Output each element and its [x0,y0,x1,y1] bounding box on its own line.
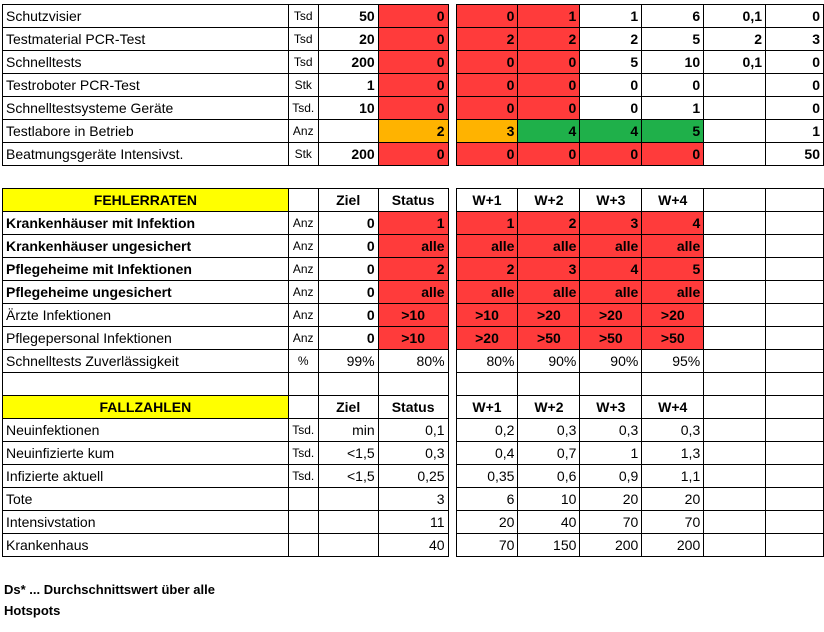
unit-cell: Tsd. [288,419,318,442]
w1-cell: 80% [456,350,518,373]
w4-cell: 10 [642,51,704,74]
w4-cell: 20 [642,488,704,511]
w2-cell: 2 [518,212,580,235]
table-row [3,143,824,166]
row-label: Krankenhäuser mit Infektion [3,212,289,235]
status-cell: 0 [378,97,448,120]
table-row [3,350,824,373]
extra-cell: 2 [704,28,766,51]
w3-cell: 2 [580,28,642,51]
table-row [3,281,824,304]
w4-cell: 5 [642,120,704,143]
status-cell: 0 [378,51,448,74]
fallzahlen-title: FALLZAHLEN [3,396,289,419]
w2-cell: 0 [518,51,580,74]
w4-cell: 4 [642,212,704,235]
empty-cell [3,373,289,396]
spacer-cell [448,258,456,281]
ziel-cell: 99% [318,350,378,373]
ziel-cell: 200 [318,51,378,74]
w4-cell: 1,1 [642,465,704,488]
row-label: Intensivstation [3,511,289,534]
status-cell: 2 [378,120,448,143]
header-row [3,189,824,212]
row-label: Pflegeheime mit Infektionen [3,258,289,281]
w3-cell: 1 [580,5,642,28]
supplies-table [2,4,824,166]
w2-cell: 0 [518,97,580,120]
w4-cell: 95% [642,350,704,373]
empty-cell [704,419,766,442]
unit-cell [288,488,318,511]
table-row [3,511,824,534]
unit-cell: Anz [288,281,318,304]
w4-cell: 200 [642,534,704,557]
status-cell: 0 [378,143,448,166]
unit-cell: Anz [288,235,318,258]
w1-cell: 70 [456,534,518,557]
empty-cell [704,304,766,327]
table-row [3,419,824,442]
row-label: Testlabore in Betrieb [3,120,289,143]
extra-cell: 0 [766,97,824,120]
status-cell: 3 [378,488,448,511]
unit-cell: Stk [288,74,318,97]
empty-cell [766,189,824,212]
spacer-cell [448,465,456,488]
status-cell: alle [378,281,448,304]
w1-cell: alle [456,281,518,304]
w2-cell: 2 [518,28,580,51]
table-row [3,212,824,235]
table-row [3,28,824,51]
extra-cell: 0,1 [704,5,766,28]
table-row [3,5,824,28]
w3-cell: 90% [580,350,642,373]
spacer-cell [448,97,456,120]
table-row [3,304,824,327]
spacer-cell [448,511,456,534]
status-cell: 0,3 [378,442,448,465]
w4-cell: 1 [642,97,704,120]
w1-cell: 0 [456,143,518,166]
ziel-cell: 0 [318,304,378,327]
w2-cell: 1 [518,5,580,28]
w1-cell: >20 [456,327,518,350]
extra-cell: 3 [766,28,824,51]
status-cell: 0 [378,28,448,51]
row-label: Testroboter PCR-Test [3,74,289,97]
w3-cell: >50 [580,327,642,350]
unit-header [288,189,318,212]
header-w3: W+3 [580,396,642,419]
unit-cell: Anz [288,212,318,235]
spacer-cell [448,488,456,511]
w2-cell: 0 [518,74,580,97]
w3-cell: 0,9 [580,465,642,488]
ziel-cell [318,488,378,511]
w1-cell: alle [456,235,518,258]
status-cell: 11 [378,511,448,534]
spacer-cell [448,442,456,465]
empty-cell [766,511,824,534]
empty-cell [766,235,824,258]
w4-cell: alle [642,235,704,258]
spacer-cell [448,534,456,557]
unit-cell: % [288,350,318,373]
fehlerraten-title: FEHLERRATEN [3,189,289,212]
ziel-cell: 0 [318,258,378,281]
status-cell: 40 [378,534,448,557]
ziel-cell: 1 [318,74,378,97]
spacer-cell [448,74,456,97]
w4-cell: >50 [642,327,704,350]
extra-cell [704,74,766,97]
w2-cell: 0 [518,143,580,166]
extra-cell: 0,1 [704,51,766,74]
empty-cell [766,488,824,511]
row-label: Tote [3,488,289,511]
w4-cell: 1,3 [642,442,704,465]
empty-cell [766,304,824,327]
spacer-cell [448,350,456,373]
unit-cell: Anz [288,327,318,350]
header-w3: W+3 [580,189,642,212]
spacer-cell [448,189,456,212]
status-cell: 1 [378,212,448,235]
header-status: Status [378,189,448,212]
w4-cell: 6 [642,5,704,28]
row-label: Schnelltests Zuverlässigkeit [3,350,289,373]
header-status: Status [378,396,448,419]
w1-cell: 0,35 [456,465,518,488]
ziel-cell: 10 [318,97,378,120]
header-w4: W+4 [642,189,704,212]
empty-cell [704,281,766,304]
w4-cell: 5 [642,28,704,51]
w1-cell: 0 [456,74,518,97]
w3-cell: 1 [580,442,642,465]
w1-cell: 0,4 [456,442,518,465]
unit-header [288,396,318,419]
unit-cell: Tsd. [288,465,318,488]
row-label: Pflegeheime ungesichert [3,281,289,304]
empty-cell [766,350,824,373]
status-cell: 0 [378,74,448,97]
unit-cell: Tsd. [288,442,318,465]
unit-cell: Tsd. [288,97,318,120]
unit-cell: Anz [288,258,318,281]
row-label: Neuinfektionen [3,419,289,442]
spacer-cell [448,143,456,166]
empty-cell [766,212,824,235]
extra-cell: 0 [766,74,824,97]
w2-cell: 3 [518,258,580,281]
w1-cell: 6 [456,488,518,511]
spacer-cell [448,304,456,327]
header-row [3,396,824,419]
w3-cell: 20 [580,488,642,511]
empty-cell [642,373,704,396]
w1-cell: 0 [456,5,518,28]
row-label: Beatmungsgeräte Intensivst. [3,143,289,166]
empty-cell [580,373,642,396]
row-label: Krankenhäuser ungesichert [3,235,289,258]
row-label: Ärzte Infektionen [3,304,289,327]
w3-cell: 0 [580,97,642,120]
row-label: Schutzvisier [3,5,289,28]
ziel-cell: 0 [318,281,378,304]
header-w4: W+4 [642,396,704,419]
w2-cell: 4 [518,120,580,143]
ziel-cell [318,120,378,143]
ziel-cell: 50 [318,5,378,28]
empty-cell [704,189,766,212]
w2-cell: >50 [518,327,580,350]
ziel-cell: 20 [318,28,378,51]
w3-cell: 200 [580,534,642,557]
extra-cell: 0 [766,51,824,74]
ziel-cell: 0 [318,235,378,258]
header-w2: W+2 [518,396,580,419]
empty-cell [704,511,766,534]
w1-cell: >10 [456,304,518,327]
spacer-cell [448,419,456,442]
row-label: Schnelltestsysteme Geräte [3,97,289,120]
empty-cell [766,419,824,442]
unit-cell: Anz [288,120,318,143]
empty-cell [766,534,824,557]
spacer-cell [448,327,456,350]
w2-cell: 40 [518,511,580,534]
spacer-cell [448,120,456,143]
header-ziel: Ziel [318,396,378,419]
w1-cell: 0,2 [456,419,518,442]
table-row [3,465,824,488]
status-cell: 0,1 [378,419,448,442]
row-label: Schnelltests [3,51,289,74]
empty-cell [704,465,766,488]
header-w1: W+1 [456,396,518,419]
table-row [3,235,824,258]
unit-cell [288,534,318,557]
w2-cell: 0,6 [518,465,580,488]
w2-cell: 10 [518,488,580,511]
table-row [3,97,824,120]
w3-cell: alle [580,281,642,304]
unit-cell: Anz [288,304,318,327]
row-label: Testmaterial PCR-Test [3,28,289,51]
empty-cell [704,534,766,557]
spacer-cell [448,212,456,235]
extra-cell [704,143,766,166]
table-row [3,258,824,281]
unit-cell [288,511,318,534]
empty-cell [766,281,824,304]
empty-cell [766,396,824,419]
header-ziel: Ziel [318,189,378,212]
ziel-cell: <1,5 [318,465,378,488]
extra-cell [704,120,766,143]
w3-cell: 4 [580,120,642,143]
ziel-cell [318,511,378,534]
spacer-cell [448,396,456,419]
w3-cell: 0 [580,143,642,166]
w3-cell: >20 [580,304,642,327]
empty-cell [456,373,518,396]
extra-cell: 50 [766,143,824,166]
extra-cell: 0 [766,5,824,28]
spacer-cell [448,51,456,74]
row-label: Infizierte aktuell [3,465,289,488]
w3-cell: 3 [580,212,642,235]
empty-cell [704,327,766,350]
status-cell: 0,25 [378,465,448,488]
ziel-cell [318,534,378,557]
table-row [3,74,824,97]
header-w2: W+2 [518,189,580,212]
row-label: Neuinfizierte kum [3,442,289,465]
table-row [3,488,824,511]
w1-cell: 1 [456,212,518,235]
empty-cell [766,373,824,396]
table-row [3,120,824,143]
empty-cell [704,373,766,396]
spacer-cell [448,373,456,396]
ziel-cell: 200 [318,143,378,166]
empty-cell [518,373,580,396]
empty-cell [704,258,766,281]
table-row [3,534,824,557]
empty-cell [704,396,766,419]
status-cell: 0 [378,5,448,28]
table-row [3,442,824,465]
status-cell: alle [378,235,448,258]
row-label: Pflegepersonal Infektionen [3,327,289,350]
spacer-cell [448,281,456,304]
w2-cell: alle [518,235,580,258]
empty-cell [704,488,766,511]
w3-cell: 0 [580,74,642,97]
spacer-cell [448,235,456,258]
w2-cell: 150 [518,534,580,557]
ziel-cell: 0 [318,212,378,235]
unit-cell: Tsd [288,28,318,51]
w1-cell: 0 [456,97,518,120]
w3-cell: 5 [580,51,642,74]
empty-cell [704,235,766,258]
extra-cell: 1 [766,120,824,143]
blank-row [3,373,824,396]
w2-cell: 0,7 [518,442,580,465]
w1-cell: 2 [456,258,518,281]
empty-cell [766,465,824,488]
w3-cell: 4 [580,258,642,281]
ziel-cell: 0 [318,327,378,350]
spacer-cell [448,28,456,51]
w2-cell: 0,3 [518,419,580,442]
status-cell: 2 [378,258,448,281]
header-w1: W+1 [456,189,518,212]
row-label: Krankenhaus [3,534,289,557]
unit-cell: Stk [288,143,318,166]
empty-cell [766,442,824,465]
w4-cell: 0 [642,74,704,97]
empty-cell [318,373,378,396]
empty-cell [704,350,766,373]
empty-cell [766,327,824,350]
w4-cell: >20 [642,304,704,327]
empty-cell [704,212,766,235]
empty-cell [288,373,318,396]
empty-cell [766,258,824,281]
w2-cell: alle [518,281,580,304]
ziel-cell: min [318,419,378,442]
status-cell: >10 [378,304,448,327]
empty-cell [704,442,766,465]
w3-cell: 70 [580,511,642,534]
w4-cell: alle [642,281,704,304]
extra-cell [704,97,766,120]
footnote-line-1: Ds* ... Durchschnittswert über alle [4,582,215,597]
status-cell: 80% [378,350,448,373]
unit-cell: Tsd [288,51,318,74]
footnote-line-2: Hotspots [4,603,61,618]
table-row [3,51,824,74]
w4-cell: 70 [642,511,704,534]
w1-cell: 20 [456,511,518,534]
w1-cell: 0 [456,51,518,74]
w1-cell: 2 [456,28,518,51]
unit-cell: Tsd [288,5,318,28]
w3-cell: alle [580,235,642,258]
w2-cell: >20 [518,304,580,327]
rates-table [2,188,824,557]
ziel-cell: <1,5 [318,442,378,465]
w4-cell: 0 [642,143,704,166]
w2-cell: 90% [518,350,580,373]
w4-cell: 5 [642,258,704,281]
w1-cell: 3 [456,120,518,143]
status-cell: >10 [378,327,448,350]
w4-cell: 0,3 [642,419,704,442]
table-row [3,327,824,350]
empty-cell [378,373,448,396]
spacer-cell [448,5,456,28]
w3-cell: 0,3 [580,419,642,442]
